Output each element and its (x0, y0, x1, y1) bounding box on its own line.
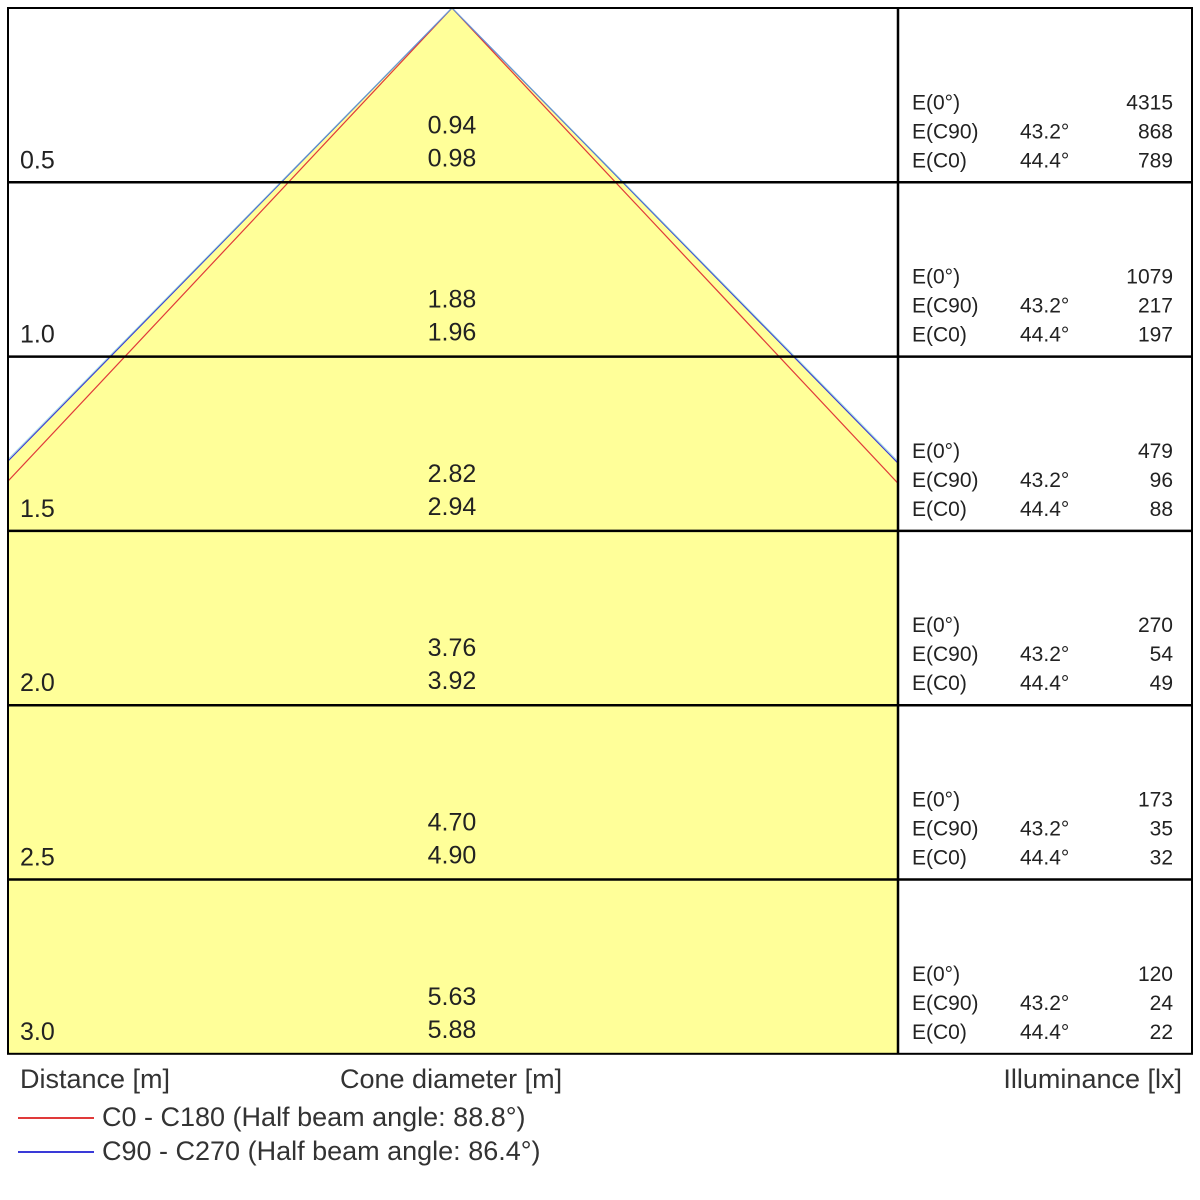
ec90-label: E(C90) (912, 468, 979, 492)
cone-diameter-c0: 4.70 (427, 808, 477, 837)
ec90-value: 24 (1149, 991, 1173, 1015)
ec90-angle: 43.2° (1020, 643, 1070, 667)
ec0-label: E(C0) (912, 846, 967, 870)
cone-diameter-c0: 0.94 (427, 111, 477, 140)
ec0-value: 88 (1149, 497, 1173, 521)
cone-diameter-c90: 2.94 (427, 492, 477, 521)
ec90-label: E(C90) (912, 991, 979, 1015)
ec90-angle: 43.2° (1020, 294, 1070, 318)
cone-diameter-c90: 3.92 (427, 667, 477, 696)
e0-value: 1079 (1126, 265, 1173, 289)
cone-diameter-c0: 3.76 (427, 634, 477, 663)
distance-label: 1.0 (20, 320, 55, 349)
ec90-label: E(C90) (912, 294, 979, 318)
ec0-value: 22 (1149, 1020, 1173, 1044)
legend-swatch-c0-c180 (18, 1117, 94, 1119)
e0-value: 270 (1137, 614, 1173, 638)
e0-label: E(0°) (912, 265, 961, 289)
distance-label: 3.0 (20, 1017, 55, 1046)
legend-swatch-c90-c270 (18, 1151, 94, 1153)
e0-label: E(0°) (912, 614, 961, 638)
cone-diameter-c0: 5.63 (427, 982, 477, 1011)
ec90-angle: 43.2° (1020, 817, 1070, 841)
x-axis-label-distance: Distance [m] (20, 1064, 171, 1094)
e0-label: E(0°) (912, 439, 961, 463)
ec0-value: 49 (1149, 672, 1173, 696)
ec0-angle: 44.4° (1020, 149, 1070, 173)
e0-value: 173 (1137, 788, 1173, 812)
ec0-label: E(C0) (912, 149, 967, 173)
ec90-label: E(C90) (912, 120, 979, 144)
x-axis-label-cone-diameter: Cone diameter [m] (340, 1064, 563, 1094)
ec90-angle: 43.2° (1020, 120, 1070, 144)
e0-label: E(0°) (912, 91, 961, 115)
ec0-angle: 44.4° (1020, 323, 1070, 347)
ec0-angle: 44.4° (1020, 1020, 1070, 1044)
ec0-value: 32 (1149, 846, 1173, 870)
cone-diameter-c90: 0.98 (427, 144, 477, 173)
distance-label: 2.5 (20, 843, 55, 872)
legend-label-c90-c270: C90 - C270 (Half beam angle: 86.4°) (102, 1136, 541, 1166)
ec90-angle: 43.2° (1020, 991, 1070, 1015)
cone-diameter-c90: 1.96 (427, 318, 477, 347)
e0-value: 479 (1137, 439, 1173, 463)
legend-item-c0-c180 (18, 1102, 526, 1133)
ec0-value: 197 (1137, 323, 1173, 347)
legend-item-c90-c270 (18, 1136, 541, 1167)
e0-value: 120 (1137, 962, 1173, 986)
ec0-label: E(C0) (912, 672, 967, 696)
ec0-value: 789 (1137, 149, 1173, 173)
ec90-label: E(C90) (912, 817, 979, 841)
ec90-value: 217 (1137, 294, 1173, 318)
distance-label: 2.0 (20, 669, 55, 698)
ec90-value: 54 (1149, 643, 1173, 667)
cone-diameter-c90: 4.90 (427, 841, 477, 870)
ec0-angle: 44.4° (1020, 846, 1070, 870)
cone-diameter-c90: 5.88 (427, 1015, 477, 1044)
ec90-value: 868 (1137, 120, 1173, 144)
e0-label: E(0°) (912, 788, 961, 812)
e0-label: E(0°) (912, 962, 961, 986)
distance-label: 0.5 (20, 146, 55, 175)
e0-value: 4315 (1126, 91, 1173, 115)
legend-label-c0-c180: C0 - C180 (Half beam angle: 88.8°) (102, 1102, 526, 1132)
ec0-label: E(C0) (912, 1020, 967, 1044)
cone-diameter-c0: 1.88 (427, 285, 477, 314)
ec0-angle: 44.4° (1020, 497, 1070, 521)
ec90-value: 96 (1149, 468, 1173, 492)
ec0-label: E(C0) (912, 323, 967, 347)
distance-label: 1.5 (20, 494, 55, 523)
ec90-angle: 43.2° (1020, 468, 1070, 492)
ec90-value: 35 (1149, 817, 1173, 841)
ec0-angle: 44.4° (1020, 672, 1070, 696)
ec90-label: E(C90) (912, 643, 979, 667)
cone-diameter-c0: 2.82 (427, 459, 477, 488)
ec0-label: E(C0) (912, 497, 967, 521)
x-axis-label-illuminance: Illuminance [lx] (1003, 1064, 1182, 1094)
